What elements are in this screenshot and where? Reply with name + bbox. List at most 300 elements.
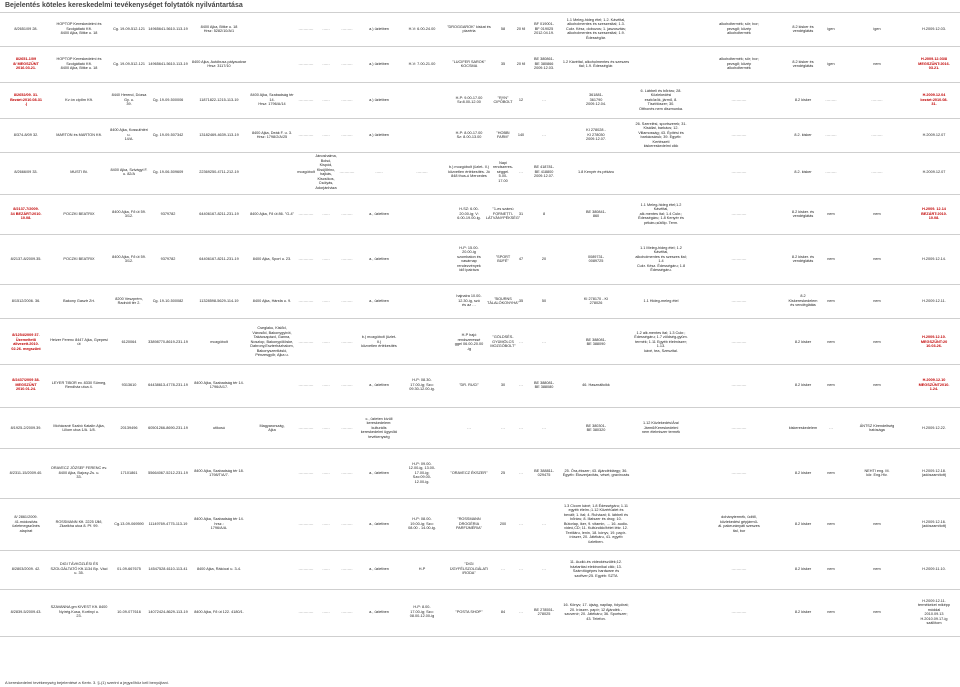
table-cell: a., üzletben (369, 256, 389, 261)
table-cell: NEHTI eng. M. kör. Eng.Hiv. (864, 468, 890, 477)
table-cell: 1.2 alk.mentes ital; 1.3 Cukr.; Édességáru; 1.7 zöldség-gyüm. termék; 1.11 Egyéb élelmiszer; 1.13. kávé, tea, Szeszital. (634, 330, 688, 353)
row-divider (0, 636, 960, 637)
table-cell: Cg. 19-06-509609 (152, 169, 184, 174)
table-cell: Mohácsné Szabó Katalin Ajka, Liliom utca 1/A. 1/8. (53, 423, 105, 432)
table-cell: 8/2839-5/2009.43. (10, 609, 42, 614)
table-cell: nem (827, 609, 835, 614)
table-cell: ORAVECZ JÓZSEF FERENC ev. 8400 Ajka, Bajcsy-Zs. u. 33. (50, 466, 108, 480)
table-cell: …… (322, 211, 330, 216)
table-cell: nem (873, 382, 881, 387)
table-cell: c., üzleten kívüli kereskedelem: kulturális kereskedelmi ügynöki tevékenység (360, 416, 398, 439)
table-cell: 31 (518, 211, 524, 216)
table-cell: H-P: 08.00- 19.00-ig; Szo: 08.00 - 14.00-ig. (408, 517, 436, 531)
table-cell: nem (827, 256, 835, 261)
table-cell: nem (873, 609, 881, 614)
table-cell: nem (873, 566, 881, 571)
table-cell: "HOBBI FARM" (496, 130, 510, 139)
table-cell: 8/2651-1/09 8/ MEGSZŰNT 2016.03.21. (13, 57, 39, 71)
table-cell: ……… (871, 132, 883, 137)
table-cell: …… (375, 169, 383, 174)
table-cell: 14072424-8629-113-19 (148, 609, 188, 614)
table-cell: 1.1 Meleg-hideg étel; 1.2 Kávéital, alkoholmentes és szeszes ital; 1.4 Cukr. Kész. Édességáru; 1.8 Édességáru. (635, 245, 687, 272)
table-cell: 8.2. kisker (794, 169, 812, 174)
title-rule (0, 12, 960, 13)
table-cell: ……… (341, 97, 353, 102)
table-cell: ………… (298, 609, 314, 614)
table-cell: ROSSMANN Kft. 2225 Üllő, Zkarikha utca 8. Pf. 99. (55, 519, 103, 528)
table-cell: H.2009.12.03. (922, 26, 946, 31)
table-cell: BE 418781- BE 418800 2009.12.07. (533, 165, 555, 179)
table-cell: a.) üzletben (369, 26, 389, 31)
table-cell: ……… (341, 26, 353, 31)
table-cell: …… (322, 566, 330, 571)
table-cell: ……… (341, 256, 353, 261)
table-cell: nem (873, 61, 881, 66)
table-cell: … (542, 521, 546, 526)
table-cell: ………… (731, 256, 747, 261)
table-cell: 8400 Ajka, Fő út 59. 3/12. (112, 209, 146, 218)
table-cell: ………… (731, 425, 747, 430)
table-cell: 01-09-667675 (117, 566, 141, 571)
table-cell: 13182469-4639-113-19 (199, 132, 239, 137)
table-cell: …… (322, 425, 330, 430)
table-cell: ……… (825, 97, 837, 102)
table-cell: POCZKI BEATRIX (63, 256, 95, 261)
table-cell: "LUCIFER SAROK" KOCSMA (452, 59, 486, 68)
table-cell: H-P hajó rendszeressé ggel 06.00-20.00 -ig (454, 333, 484, 351)
table-cell: ………… (731, 298, 747, 303)
table-cell: a., üzletben (369, 609, 389, 614)
table-cell: …… (322, 132, 330, 137)
table-cell: H-P: 08.30- 17.00-ig; Szo: 09.30-12.00-ig. (409, 378, 435, 392)
table-cell: SZAVANNA gm KIVEST Kft. 8400 Nyírég.Kusa, Kortinyi u. 23. (50, 605, 108, 619)
table-cell: ……… (341, 470, 353, 475)
table-cell: Heizer Ferenc 8447 Ajka, Gyepesi út (50, 337, 108, 346)
table-cell: 8400 Ajka, Hársfa u. 9. (252, 298, 292, 303)
table-cell: "RYN" CIPŐBOLT (493, 95, 513, 104)
table-cell: …… (322, 382, 330, 387)
table-cell: 8/1512/2006. 36. (11, 298, 41, 303)
table-cell: … (542, 97, 546, 102)
table-cell: 20139496 (120, 425, 138, 430)
table-cell: H.2009.12.07 (922, 169, 946, 174)
table-cell: MUSTI Bt. (70, 169, 88, 174)
table-cell: 8.2 kisker (794, 470, 812, 475)
table-cell: 47 (518, 256, 524, 261)
table-cell: BE 380301- BE 380320 (585, 423, 607, 432)
table-cell: alkoholtermék; sör; bor; pezsgő; közép alkoholtermék (719, 57, 759, 71)
table-cell: ÁNTSZ Kirendeltség hatósága (859, 423, 895, 432)
table-cell: a., üzletben (369, 566, 389, 571)
table-cell: 33898770-8619-231-19 (148, 339, 188, 344)
table-cell: 26. Szerelési, sportszerek; 31. Kisállat, barkács; 12. Villamosság; 43. Építési és barkácsáruk; 39. Egyéb: Kertészeti kiskereskedelmi cikk (635, 121, 687, 148)
table-cell: b.) mozgóbolt (üzlet- II.) közvetlen értékesítés. Jó 848 thus-ú Mercedes (448, 165, 490, 179)
table-cell: ………… (731, 609, 747, 614)
table-cell: HOPTOP Kereskedelmi és Szolgáltató Kft. 8400 Ajka, Bitke u. 18 (56, 57, 102, 71)
table-cell: a.) üzletben (369, 61, 389, 66)
table-cell: 140 (517, 132, 525, 137)
table-cell: 8400 Ajka, Sport u. 23. (252, 256, 292, 261)
table-cell: 0089731- 0089725 (587, 254, 605, 263)
table-cell: 8.2 kisker (794, 382, 812, 387)
table-cell: igen (827, 26, 835, 31)
table-cell: …… (322, 256, 330, 261)
table-cell: mozgóbolt (297, 169, 315, 174)
table-cell: 8/2137-8/2009.35. (10, 256, 42, 261)
table-cell: nem (827, 339, 835, 344)
table-cell: ………… (298, 425, 314, 430)
table-cell: 8400 Ajka, Szabadság tér 14. 1796/A/17. (194, 380, 244, 389)
table-cell: ………… (731, 382, 747, 387)
table-cell: ……… (341, 211, 353, 216)
table-cell: BE 388811- 029475 (534, 468, 554, 477)
table-cell: ………… (731, 169, 747, 174)
table-row (0, 365, 960, 405)
table-cell: a.) üzletben (369, 132, 389, 137)
table-row (0, 410, 960, 446)
table-cell: nem (873, 256, 881, 261)
table-cell: 8.2 Kiskereskedelem és vendéglátás (788, 294, 818, 308)
table-cell: b.) mozgóbolt (üzlet-II.) közvetlen értékesítés (361, 335, 397, 349)
table-cell: BE 388081- BE 388080 (533, 380, 555, 389)
table-cell: ……… (416, 169, 428, 174)
table-cell: …… (322, 97, 330, 102)
table-cell: … (519, 382, 523, 387)
table-cell: 9313610 (121, 382, 137, 387)
table-cell: Bakony Gasztr Zrt. (63, 298, 95, 303)
table-cell: H.2009.12.07 (922, 132, 946, 137)
table-cell: KI 278170 - KI 278026 (583, 296, 609, 305)
table-cell: H-P: 8.00-17.00 Sz: 8.00-13.00 (455, 130, 483, 139)
table-cell: … (519, 470, 523, 475)
table-cell: ……… (341, 425, 353, 430)
table-cell: ……… (341, 521, 353, 526)
table-cell: a., üzletben (369, 521, 389, 526)
table-cell: H-P: 09.00- 12.00-ig, 13.00- 17.00-ig; Szo:09.00- 12.00-ig. (408, 461, 436, 484)
table-cell: ……… (341, 298, 353, 303)
table-cell: "POSTA SHOP" (455, 609, 483, 614)
table-cell: … (467, 425, 471, 430)
table-cell: "ROSSMANN DROGÉRIA PARFÜMÉRIA" (456, 517, 482, 531)
table-cell: ………… (298, 298, 314, 303)
table-cell: 8400 Ajka, Bitke u. 18 Hrsz: 5282/10/A/1 (200, 24, 238, 33)
table-cell: ………… (298, 382, 314, 387)
table-cell: "DR. RUCI" (459, 382, 479, 387)
table-cell: H-V: 7.00-21.00 (408, 61, 436, 66)
table-cell: 20 fő (516, 61, 526, 66)
table-cell: 1.1 Hideg-meleg étel (643, 298, 679, 303)
table-cell: kiskereskedelem (788, 425, 818, 430)
table-cell: … (519, 169, 523, 174)
table-row (0, 551, 960, 587)
footnote: A kereskedelmi tevékenység bejelentésé a Kertv. 3. §-(1) szerint a jegyzőhöz kell benyújtani. (5, 680, 169, 685)
table-cell: Kv ón cipőm Kft. (65, 97, 93, 102)
table-cell: 8400 Ajka, Autóbusz-pályaudvar Hrsz: 3117/10 (191, 59, 247, 68)
table-cell: 8.2 kisker és vendéglátás (792, 59, 814, 68)
row-divider (0, 284, 960, 285)
table-cell: ………… (298, 61, 314, 66)
table-cell: 8400 Ajka, Szabadság tér 14. hrsz.: 1796/A/A. (194, 517, 244, 531)
table-cell: 8/2651/09 28. (14, 26, 38, 31)
table-cell: 8400 Ajka, Szabadság tér 18. 1798/T/A/7. (194, 468, 244, 477)
table-cell: nem (827, 298, 835, 303)
table-cell: 8.2 kisker (794, 339, 812, 344)
table-cell: mozgóbolt (210, 339, 228, 344)
table-cell: 8/1254/2009 37. Üzemeltetõ állvezett.2010. 02.26. megszűnt (11, 333, 41, 351)
row-divider (0, 448, 960, 449)
table-cell: 8.2 kisker (794, 566, 812, 571)
table-cell: 8.2 kisker (794, 521, 812, 526)
row-divider (0, 407, 960, 408)
table-row (0, 590, 960, 634)
table-cell: 6120064 (121, 339, 137, 344)
table-cell: 11328598-5629-114-19 (199, 298, 239, 303)
table-cell: POCZKI BEATRIX (63, 211, 95, 216)
table-cell: 25 (500, 470, 506, 475)
table-cell: "GÖLDSÉS-GYÜMÖLCS MOZGÓBOLT" (490, 335, 516, 349)
table-cell: ……… (341, 566, 353, 571)
table-cell: a.) üzletben (369, 97, 389, 102)
table-cell: HOPTOP Kereskedelmi és Szolgáltató Kft. 8400 Ajka, Bitke u. 18 (56, 22, 102, 36)
table-cell: 6. Lábbeli és bőráru; 28. Közlekedési eszközök, jármű, 8. Tisztítószer; 30. Otthonés nem diszmunka. (638, 88, 684, 111)
table-cell: …… (322, 298, 330, 303)
table-cell: ……… (341, 382, 353, 387)
row-divider (0, 118, 960, 119)
row-divider (0, 234, 960, 235)
table-cell: 25. Óra-ékszer; 43. Ajándéktárgy; 36. Égyéb: Ékszerjavítás, véset, gravírozás (562, 468, 630, 477)
table-cell: Napi rendszeres- séggel. 5.00- 17.00 (492, 160, 514, 183)
table-cell: … (542, 566, 546, 571)
table-cell: …… (322, 26, 330, 31)
table-cell: ………… (298, 339, 314, 344)
table-cell: H.2009.12.11. termékeket miképp móddal 2010.09.13 H.2010.09.17-ig szállítom (917, 598, 951, 625)
table-cell: 8/1925-2/2009.39. (10, 425, 42, 430)
table-cell: 30 (500, 382, 506, 387)
table-cell: 361881- 361790 2009.12.04. (585, 93, 607, 107)
table-cell: 14965641-5610-113-19 (148, 26, 188, 31)
table-cell: KI 278028 - KI 278030 2009.12.07. (585, 128, 607, 142)
table-cell: 14547528-6110-113-41 (148, 566, 188, 571)
table-cell: … (519, 521, 523, 526)
table-cell: 8.2 kisker. és vendéglátás (791, 209, 815, 218)
table-cell: H.2009.12.16. (adószamított) (921, 519, 947, 528)
table-cell: 8400 Ajka, Deák F. u. 3. Hrsz: 1798/2/A/25 (251, 130, 293, 139)
table-cell: dohánytermék, üdítő, közlekedési gépjármű- ál. pakeurányáti szeszes ital, bor (718, 515, 760, 533)
table-cell: hajnalra 10.00- 12.30-ig, szó és az … (456, 294, 482, 308)
table-cell: 200 (499, 521, 507, 526)
table-cell: ……… (871, 97, 883, 102)
table-cell: … (519, 425, 523, 430)
table-cell: 9379782 (160, 256, 176, 261)
table-cell: …… (322, 521, 330, 526)
table-cell: 8/2803/2009. 42. (11, 566, 41, 571)
table-cell: H.2009.12.11. (922, 298, 946, 303)
table-cell: … (829, 425, 833, 430)
table-cell: nem (827, 521, 835, 526)
table-cell: H.2009.12.22. (922, 425, 946, 430)
row-divider (0, 82, 960, 83)
table-cell: 35 (500, 61, 506, 66)
table-cell: "DROGGAROK" kiskat és pizzéria (447, 24, 491, 33)
table-cell: H-P: 9.00-17.00 Sz:8.00-12.00 (455, 95, 483, 104)
table-cell: 8/2137-7/2009. 34 BEZÁRT:2010. 10.08. (10, 207, 42, 221)
table-cell: 1.1 Meleg-hideg étel;1.2 Kávéital, alk.mentes ital; 1.4 Cukr.; Édességáru; 1.8 Kenyér és pékáru,sütőip. Term. (638, 202, 684, 225)
table-cell: Magyarország, Ajka (259, 423, 285, 432)
table-cell: H.2009.12.03/8 MEGSZŰNT:2016. 03.21. (918, 57, 950, 71)
table-cell: 20 fő (516, 26, 526, 31)
table-cell: "ORAVECZ ÉKSZER" (450, 470, 488, 475)
table-cell: "1-es számú FORNETTI- LÁTVÁNYPÉKSÉG" (485, 207, 521, 221)
table-cell: … (542, 425, 546, 430)
table-cell: 64406167-8211-231-19 (199, 256, 239, 261)
table-cell: ………… (339, 169, 355, 174)
table-cell: 8.2. kisker (794, 132, 812, 137)
table-cell: 8/2652/09. 31. Bezárt:2010.08.31 .) (10, 93, 42, 107)
table-cell: 8/374-8/09 32. (13, 132, 39, 137)
table-cell: "SPORT BÜFÉ" (495, 254, 511, 263)
table-cell: 1.8 Kenyér és pékáru (577, 169, 615, 174)
table-cell: ………… (298, 97, 314, 102)
table-cell: Cg. 19-10-500082 (152, 298, 184, 303)
table-cell: 8400 Ajka, Szabadság tér 14. Hrsz: 1796/A/14 (250, 93, 294, 107)
table-row (0, 84, 960, 116)
table-cell: alkoholtermék; sör; bor; pezsgő; közép alkoholtermék (719, 22, 759, 36)
table-cell: LEYER TIBOR ev. 8330 Sümeg, Rendház utca 4. (51, 380, 107, 389)
table-cell: H-P: 8.00- 17.00-ig; Szo: 08.00-12.00-ig (409, 605, 435, 619)
table-cell: H.2009.12.10 MEGSZŰNT2010. 1.24. (918, 378, 950, 392)
table-row (0, 120, 960, 150)
table-cell: nem (873, 339, 881, 344)
table-cell: ………… (731, 339, 747, 344)
table-cell: a., üzletben (369, 382, 389, 387)
table-cell: 35 (518, 298, 524, 303)
table-cell: 58 (500, 26, 506, 31)
table-cell: 22369250-4711-212-19 (199, 169, 239, 174)
table-cell: 8440 Herend, Dózsa Gy. u. 39. (111, 93, 147, 107)
table-cell: Cg.13-09-069590 (114, 521, 144, 526)
table-cell: ………… (731, 211, 747, 216)
table-cell: H-P: 15.00- 20.00-ig szombaton és vasárnap rendezvények idő ipairáva (457, 245, 481, 272)
table-cell: 8400 Ajka, Fő út 122. 4180/1. (194, 609, 244, 614)
table-cell: nem (827, 470, 835, 475)
table-cell: … (519, 609, 523, 614)
table-cell: BE 380861- BE 380866 2009.12.03. (533, 57, 555, 71)
table-cell: 8.2 kisker (794, 97, 812, 102)
table-row (0, 286, 960, 316)
table-cell: 50 (541, 298, 547, 303)
table-cell: 8400 Ajka, Fő út 86. "G-4" (250, 211, 294, 216)
table-cell: 16. Könyv; 17. újság, napilap, folyóirat; 20. Irószer- papír; 12 Ajándék - szuvenír; 20. Játékáru; 36. Sportszer; 43. Telefon. (563, 603, 629, 621)
table-cell: 8/ 2861/2009. 41.módosítás üzletmegszűnés alapírat (12, 515, 40, 533)
row-divider (0, 194, 960, 195)
table-cell: BE 388081- BE 388090 (585, 337, 607, 346)
table-row (0, 48, 960, 80)
table-cell: nem (873, 298, 881, 303)
table-cell: 8400 Ajka, Fő út 59. 3/12. (112, 254, 146, 263)
table-cell: 11. Audió-és videokészülék;12. háztartási elektronikai cikk; 13. Számítógépes hardware és szoftver;25. Egyéb: SZTA (569, 560, 623, 578)
table-cell: ………… (731, 97, 747, 102)
table-cell: MARTON és MARTON Kft. (56, 132, 102, 137)
table-cell: 17101861 (120, 470, 138, 475)
table-cell: ……… (341, 61, 353, 66)
table-cell: 8400 Ajka, Rákóczi u. 3-4. (196, 566, 242, 571)
table-cell: … (501, 425, 505, 430)
table-cell: … (519, 339, 523, 344)
table-cell: Jánoshalma, Bolsó, Kispód, Kisújlőrinc, hajkás, Kiscsíkos, Csólyás, Adorjánháza (315, 154, 337, 190)
table-cell: nem (827, 566, 835, 571)
table-cell: ………… (731, 566, 747, 571)
table-cell: 1.12 Közlekedés/Ára/ Jármű/Kereskedelmi nem élelmiszer termék (641, 421, 681, 435)
table-cell: H.2009.11.10. (922, 566, 946, 571)
table-cell: H-SZ: 6.00- 20.00-ig; V: 6.00-19.00-ig. (457, 207, 481, 221)
table-cell: 8/2437/2009 38. MEGSZŰNT 2010.01.24. (12, 378, 40, 392)
table-cell: ……… (825, 132, 837, 137)
table-cell: H.2009.12.10. MEGSZŰNT:20 10.03.26. (920, 335, 948, 349)
table-cell: Cg. 19-09-507342 (152, 132, 184, 137)
table-cell: 46. Használtcikk (582, 382, 610, 387)
table-cell: nem (827, 211, 835, 216)
table-cell: 55664067-5212-231-19 (148, 470, 188, 475)
table-cell: ……… (341, 609, 353, 614)
table-cell: igen (827, 61, 835, 66)
table-cell: 8 (542, 211, 546, 216)
table-cell: ……… (341, 339, 353, 344)
table-cell: ……… (341, 132, 353, 137)
row-divider (0, 498, 960, 499)
table-cell: 11871822-1215-113-19 (199, 97, 239, 102)
table-cell: BE 278551- 278025 (533, 607, 555, 616)
table-cell: 8400 Ajka, Kossuthtéri u. 14/A. (110, 128, 148, 142)
table-cell: H.2009.12.04 bezárt:2010.08. 31. (920, 93, 948, 107)
table-cell: nem (827, 382, 835, 387)
table-cell: H.2009.12.18. (adószamított) (921, 468, 947, 477)
table-cell: 12 (518, 97, 524, 102)
row-divider (0, 46, 960, 47)
table-cell: ………… (298, 470, 314, 475)
table-cell: 8/2311-15/2009.40. (9, 470, 43, 475)
page-title: Bejelentés köteles kereskedelmi tevékenységet folytatók nyilvántartása (5, 2, 243, 9)
table-cell: … (519, 566, 523, 571)
table-cell: 9379782 (160, 211, 176, 216)
table-cell: Cg. 19-09-512-121 (113, 26, 145, 31)
table-cell: "DIGI ÜGYFÉLSZOLGÁLATI IRODA" (449, 562, 489, 576)
table-cell: Cg. 19-09-512-121 (113, 61, 145, 66)
table-cell: 10-09-077616 (117, 609, 141, 614)
table-cell: 11149769-4775-113-19 (148, 521, 188, 526)
table-cell: igen (873, 26, 881, 31)
table-row (0, 152, 960, 192)
table-cell: ………… (298, 566, 314, 571)
table-cell: 8/2666/09 33. (14, 169, 38, 174)
table-cell: ………… (298, 211, 314, 216)
table-cell: BE 380841- 860 (585, 209, 607, 218)
table-cell: Cg. 19-09-500006 (152, 97, 184, 102)
table-cell: utikosú (212, 425, 226, 430)
table-cell: … (501, 566, 505, 571)
table-row (0, 450, 960, 496)
table-cell: ………… (298, 256, 314, 261)
table-cell: DIGI TÁVKÖZLÉSI ÉS SZOLGÁLTATÓ Kft.1134 Bp. Váci u. 35. (50, 562, 108, 576)
table-cell: H-V: 6.00-24.00 (408, 26, 436, 31)
table-cell: 8200 Veszprém, Radnóti tér 2. (115, 296, 143, 305)
table-cell: BF 019001- BF 019025 2012.04.19. (533, 22, 555, 36)
table-cell: ………… (298, 26, 314, 31)
table-cell: 60501266-8690-231-19 (148, 425, 188, 430)
table-cell: 84 (500, 609, 506, 614)
table-cell: 1.2 Kávéital, alkoholmentes és szeszes ital; 1.9. Édesség/ár. (562, 59, 630, 68)
table-cell: 8400 Ajka, Szivágyi F. u. 82/A (110, 167, 148, 176)
table-cell: nem (873, 211, 881, 216)
